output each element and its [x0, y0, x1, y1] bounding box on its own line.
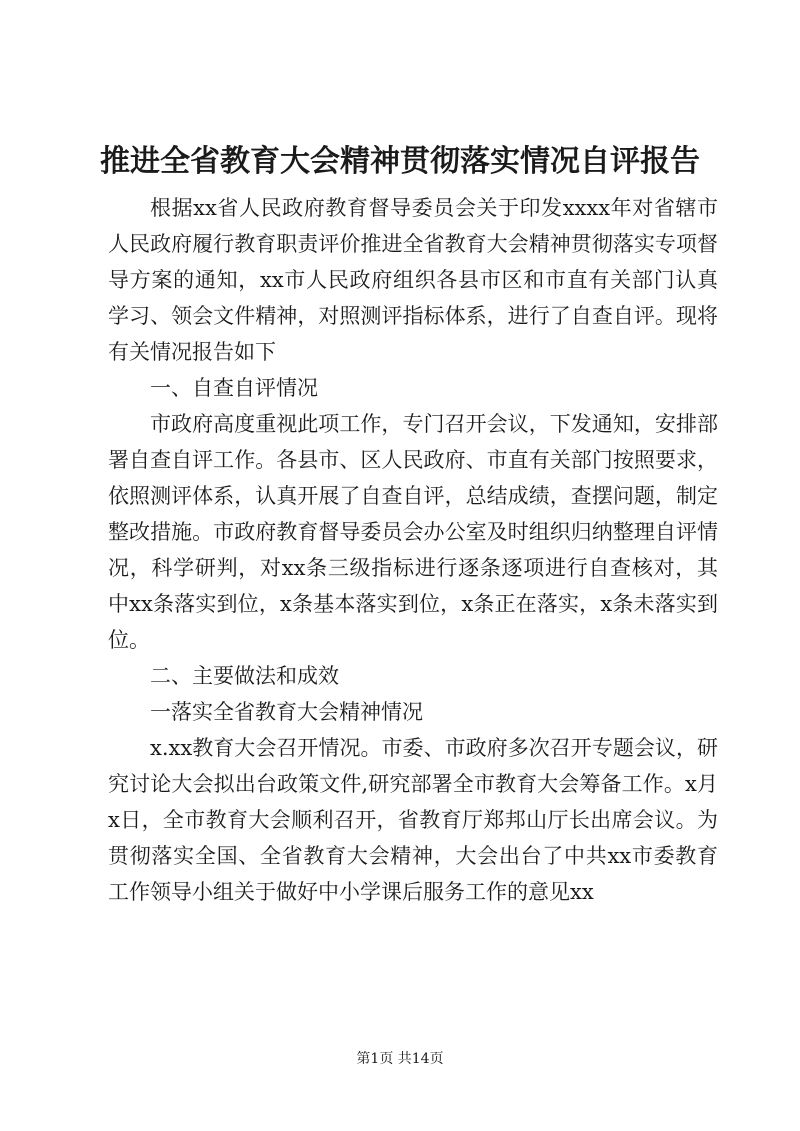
- document-title: 推进全省教育大会精神贯彻落实情况自评报告: [100, 144, 700, 179]
- section-heading-1: 一、自查自评情况: [150, 376, 318, 400]
- paragraph-self-assessment: 市政府高度重视此项工作，专门召开会议，下发通知，安排部署自查自评工作。各县市、区人民政府、市直有关部门按照要求，依照测评体系，认真开展了自查自评，总结成绩，查摆问题，制定整改措施。市政府教育督导委员会办公室及时组织归纳整理自评情况，科学研判，对xx条三级指标进行逐条逐项进行自查核对，其中xx条落实到位，x条基本落实到位，x条正在落实，x条未落实到位。: [108, 412, 718, 652]
- section-heading-2: 二、主要做法和成效: [150, 664, 339, 688]
- document-body: [108, 190, 718, 910]
- subsection-heading-1: 一落实全省教育大会精神情况: [150, 700, 423, 724]
- paragraph-conference: x.xx教育大会召开情况。市委、市政府多次召开专题会议，研究讨论大会拟出台政策文件,研究部署全市教育大会筹备工作。x月x日，全市教育大会顺利召开，省教育厅郑邦山厅长出席会议。为贯彻落实全国、全省教育大会精神，大会出台了中共xx市委教育工作领导小组关于做好中小学课后服务工作的意见xx: [108, 736, 718, 904]
- paragraph-intro: 根据xx省人民政府教育督导委员会关于印发xxxx年对省辖市人民政府履行教育职责评价推进全省教育大会精神贯彻落实专项督导方案的通知，xx市人民政府组织各县市区和市直有关部门认真学习、领会文件精神，对照测评指标体系，进行了自查自评。现将有关情况报告如下: [108, 196, 718, 364]
- page-number-footer: 第1页 共14页: [356, 1051, 444, 1067]
